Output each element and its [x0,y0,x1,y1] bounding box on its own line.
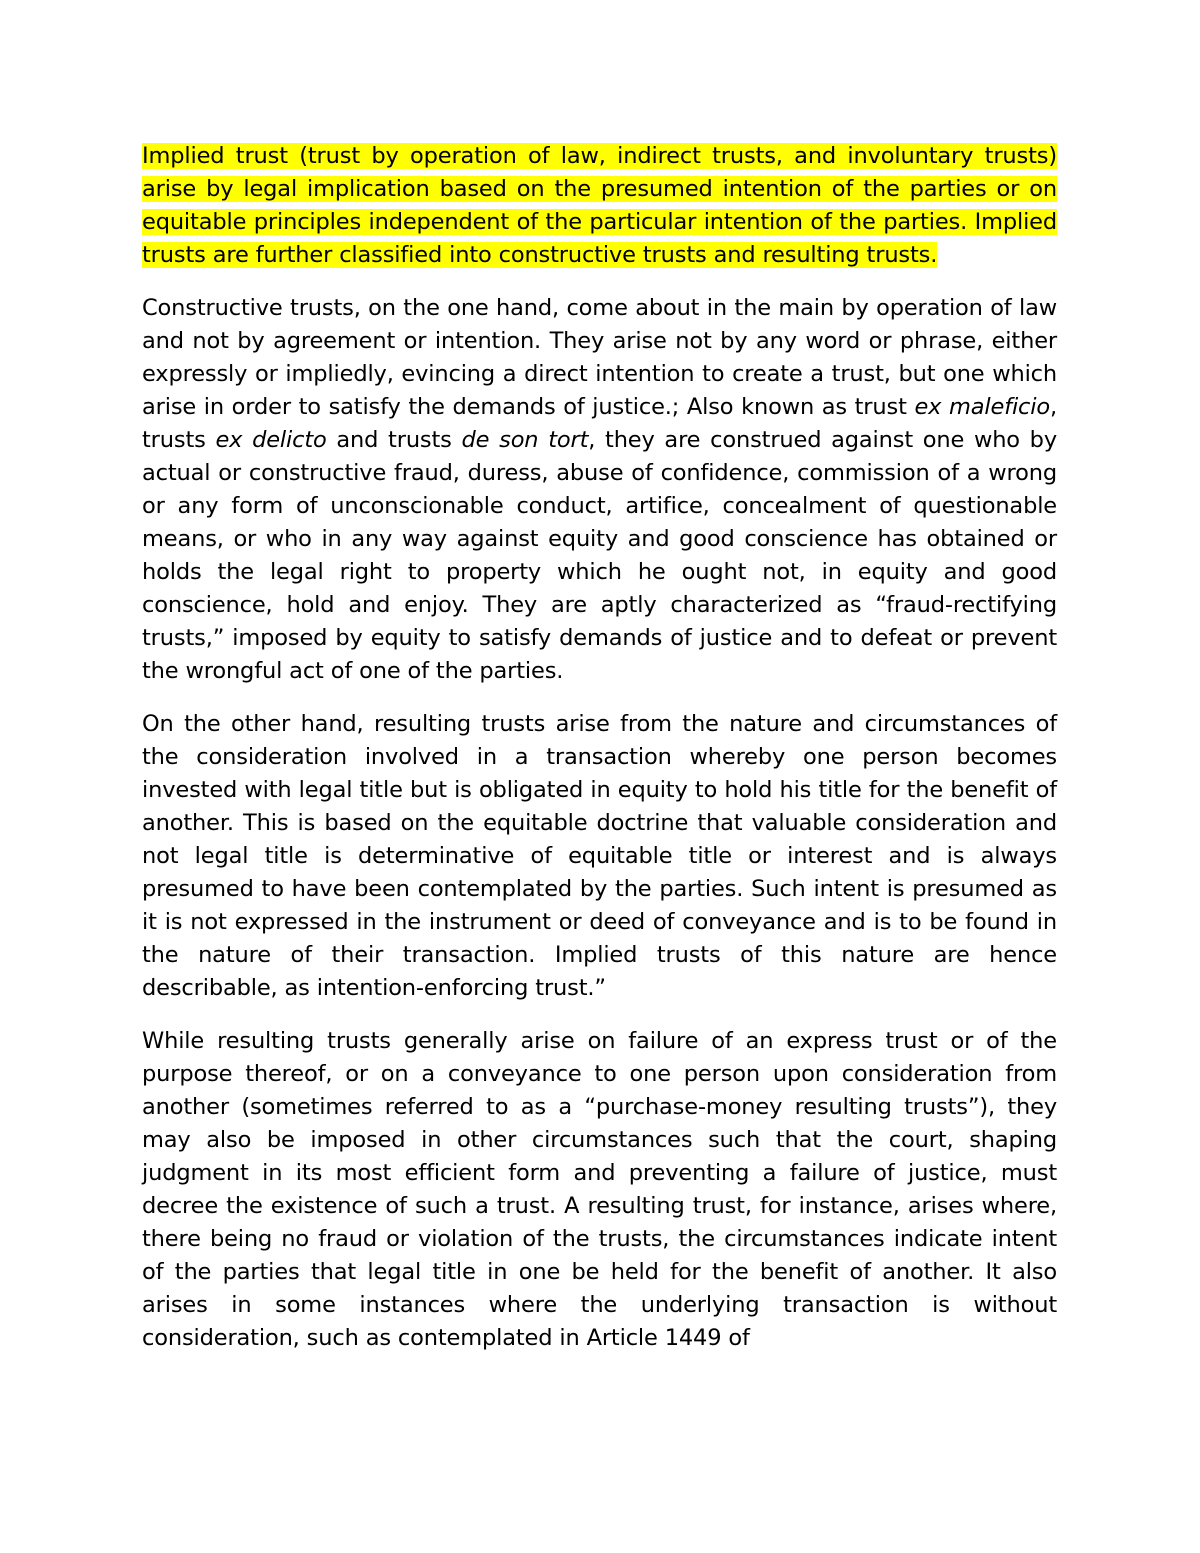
italic-term: ex maleficio [914,394,1050,420]
text-run: and trusts [326,427,462,453]
italic-term: ex delicto [215,427,327,453]
document-page [142,140,1057,1375]
text-run: , trusts [142,394,1058,453]
highlighted-text: Implied trust (trust by operation of law, indirect trusts, and involuntary trusts) arise by legal implication based on the presumed intention of the parties or on equitable principles independent of the particular intention of the parties. Implied trusts are further classified into constructive trusts and resulting trusts. [142,143,1057,268]
paragraph-resulting-trusts: On the other hand, resulting trusts arise from the nature and circumstances of the consideration involved in a transaction whereby one person becomes invested with legal title but is obligated in equity to hold his title for the benefit of another. This is based on the equitable doctrine that valuable consideration and not legal title is determinative of equitable title or interest and is always presumed to have been contemplated by the parties. Such intent is presumed as it is not expressed in the instrument or deed of conveyance and is to be found in the nature of their transaction. Implied trusts of this nature are hence describable, as intention-enforcing trust.” [142,711,1057,1001]
paragraph-implied-trust [142,140,1057,272]
text-run: Constructive trusts, on the one hand, come about in the main by operation of law and not by agreement or intention. They arise not by any word or phrase, either expressly or impliedly, evincing a direct intention to create a trust, but one which arise in order to satisfy the demands of justice.; Also known as trust [142,295,1057,420]
text-run: , they are construed against one who by actual or constructive fraud, duress, abuse of confidence, commission of a wrong or any form of unconscionable conduct, artifice, concealment of questionable means, or who in any way against equity and good conscience has obtained or holds the legal right to property which he ought not, in equity and good conscience, hold and enjoy. They are aptly characterized as “fraud-rectifying trusts,” imposed by equity to satisfy demands of justice and to defeat or prevent the wrongful act of one of the parties. [142,427,1057,684]
paragraph-constructive-trusts [142,292,1057,688]
paragraph-resulting-trusts-failure: While resulting trusts generally arise on failure of an express trust or of the purpose thereof, or on a conveyance to one person upon consideration from another (sometimes referred to as a “purchase-money resulting trusts”), they may also be imposed in other circumstances such that the court, shaping judgment in its most efficient form and preventing a failure of justice, must decree the existence of such a trust. A resulting trust, for instance, arises where, there being no fraud or violation of the trusts, the circumstances indicate intent of the parties that legal title in one be held for the benefit of another. It also arises in some instances where the underlying transaction is without consideration, such as contemplated in Article 1449 of [142,1028,1057,1351]
italic-term: de son tort [461,427,589,453]
